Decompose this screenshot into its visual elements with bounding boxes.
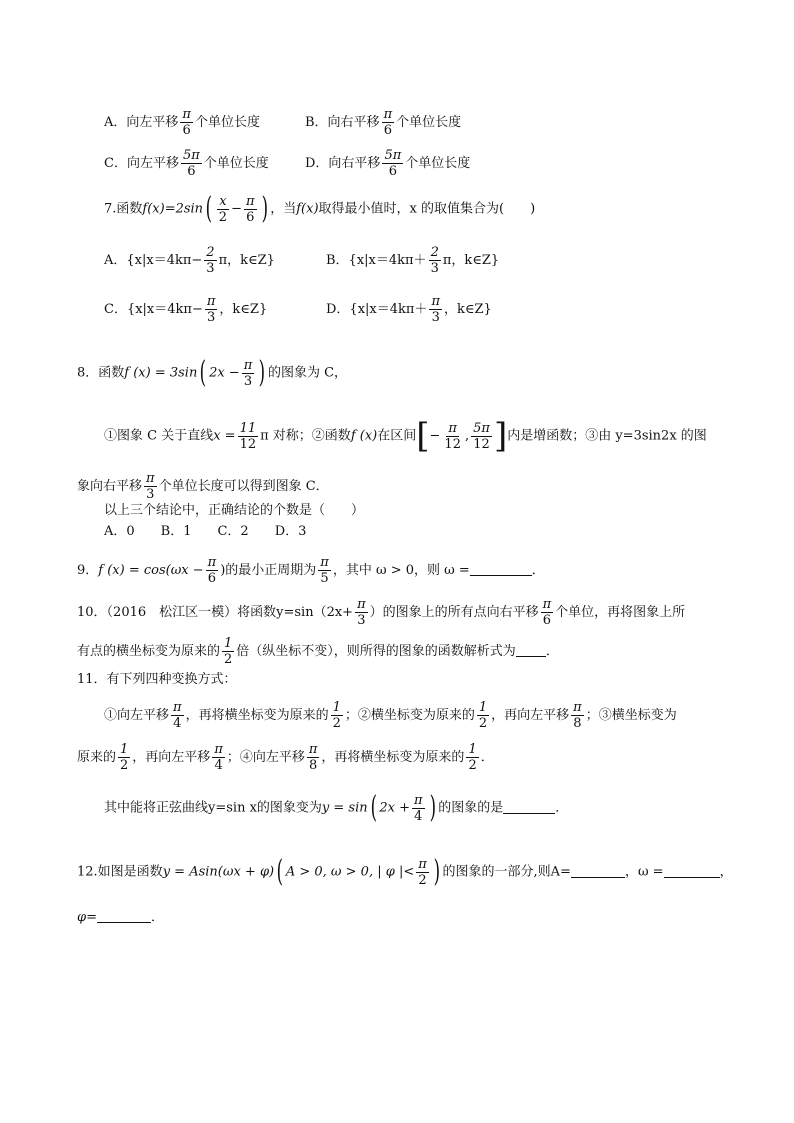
q9-stem: 9．f (x) = cos(ωx − $\frac{\pi}{6}$ )的最小正周期为 $\frac{\pi}{5}$ ，其中 ω > 0，则 ω = ．	[77, 555, 545, 586]
q7-option-a: A．{x|x＝4kπ− $\frac{2}{3}$ π，k∈Z}	[104, 245, 275, 276]
q6-option-c: C．向左平移 $\frac{5\pi}{6}$ 个单位长度	[104, 148, 269, 179]
q7-option-d: D．{x|x＝4kπ＋ $\frac{\pi}{3}$ ，k∈Z}	[326, 294, 492, 325]
q11-answer-blank[interactable]	[503, 801, 555, 814]
q11-line1: ①向左平移 $\frac{\pi}{4}$ ，再将横坐标变为原来的 $\frac{1}{2}$ ；②横坐标变为原来的 $\frac{1}{2}$ ，再向左平移 $\frac{\pi}{8}$ ；③横坐标变为	[104, 700, 677, 731]
q11-line2: 原来的 $\frac{1}{2}$ ，再向左平移 $\frac{\pi}{4}$ ；④向左平移 $\frac{\pi}{8}$ ，再将横坐标变为原来的 $\frac{1}{2}$ ．	[77, 742, 494, 773]
q8-question: 以上三个结论中，正确结论的个数是（ ）	[104, 503, 365, 518]
q7-option-b: B．{x|x＝4kπ＋ $\frac{2}{3}$ π，k∈Z}	[326, 245, 500, 276]
q11-stem: 11．有下列四种变换方式：	[77, 672, 237, 687]
q7-stem: 7.函数f(x)=2sin( $\frac{x}{2}$ − $\frac{\pi}{6}$ ) ，当f(x)取得最小值时，x 的取值集合为( )	[104, 191, 536, 226]
q12-answer-omega-blank[interactable]	[664, 865, 720, 878]
q8-statement-line1: ①图象 C 关于直线x = $\frac{11}{12}$ π 对称；②函数f (x)在区间[− $\frac{\pi}{12}$ , $\frac{5\pi}{12}$ ]内是增函数；③由 y=3sin2x 的图	[104, 416, 707, 456]
q8-stem: 8．函数f (x) = 3sin( 2x − $\frac{\pi}{3}$ ) 的图象为 C，	[77, 355, 348, 390]
q12-stem: 12.如图是函数y = Asin(ωx + φ)( A > 0, ω > 0, | φ |< $\frac{\pi}{2}$ ) 的图象的一部分,则A= ，ω = ，	[77, 854, 733, 889]
q8-options: A．0 B．1 C．2 D．3	[104, 524, 307, 539]
q8-statement-line2: 象向右平移 $\frac{\pi}{3}$ 个单位长度可以得到图象 C．	[77, 471, 329, 502]
q12-answer-a-blank[interactable]	[571, 865, 625, 878]
q10-answer-blank[interactable]	[516, 644, 546, 657]
q12-answer-phi-blank[interactable]	[97, 910, 151, 923]
q7-option-c: C．{x|x＝4kπ− $\frac{\pi}{3}$ ，k∈Z}	[104, 294, 268, 325]
q9-answer-blank[interactable]	[470, 563, 532, 576]
q10-line2: 有点的横坐标变为原来的 $\frac{1}{2}$ 倍（纵坐标不变），则所得的图象的函数解析式为 ．	[77, 636, 559, 667]
q6-option-a: A．向左平移 $\frac{\pi}{6}$ 个单位长度	[104, 107, 260, 138]
q12-line2: φ= ．	[77, 910, 165, 925]
q11-line3: 其中能将正弦曲线y=sin x的图象变为y = sin( 2x + $\frac{\pi}{4}$ ) 的图象的是 ．	[104, 790, 569, 825]
q6-option-d: D．向右平移 $\frac{5\pi}{6}$ 个单位长度	[305, 148, 471, 179]
q6-option-b: B．向右平移 $\frac{\pi}{6}$ 个单位长度	[305, 107, 462, 138]
q10-line1: 10．（2016 松江区一模）将函数y=sin（2x+ $\frac{\pi}{3}$ ）的图象上的所有点向右平移 $\frac{\pi}{6}$ 个单位，再将图象上所	[77, 597, 686, 628]
